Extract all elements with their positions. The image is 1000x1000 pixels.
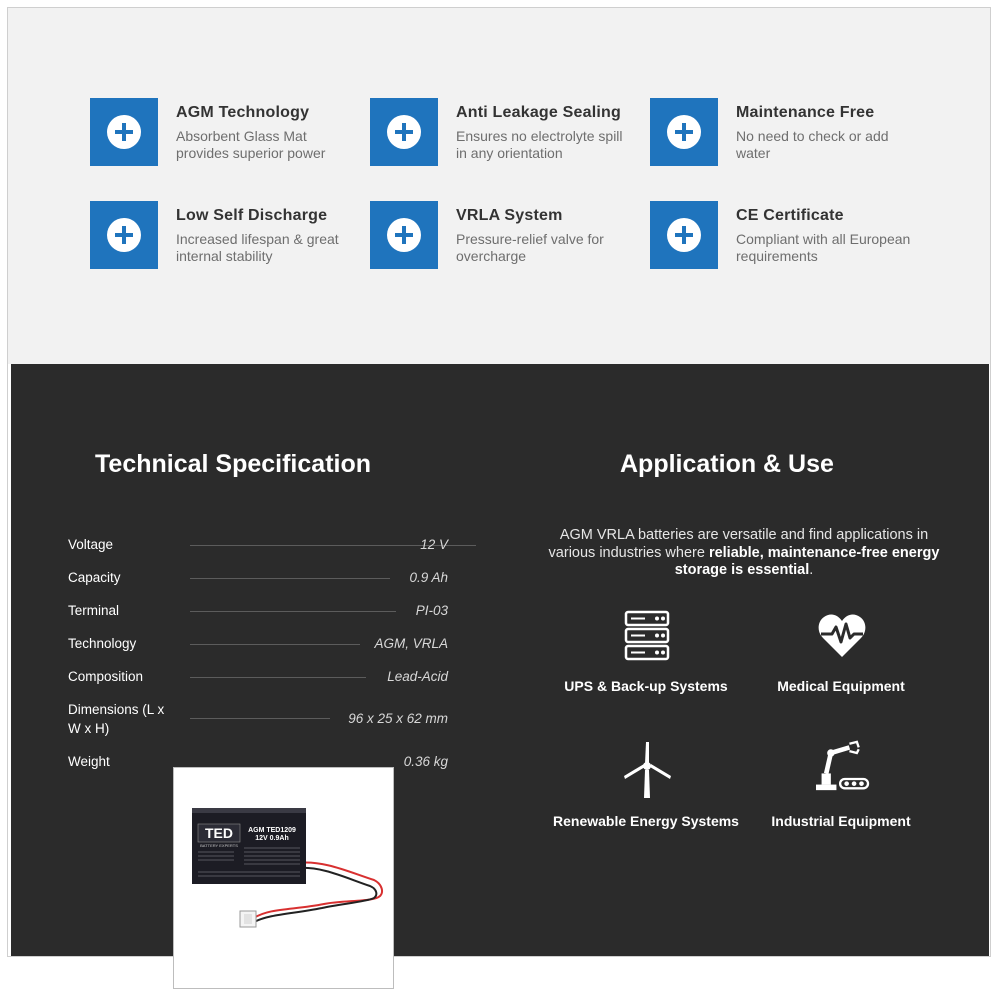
- intro-bold-text: reliable, maintenance-free energy storage is essential: [674, 544, 940, 578]
- spec-row-dimensions: [68, 700, 448, 744]
- robot-arm-icon: [811, 740, 873, 792]
- spec-value: Lead-Acid: [387, 669, 448, 684]
- spec-divider: [190, 718, 330, 719]
- spec-label: Voltage: [68, 537, 114, 552]
- wind-turbine-icon: [621, 740, 673, 800]
- plus-circle-icon: [650, 201, 718, 269]
- spec-value: PI-03: [415, 603, 448, 618]
- battery-brand: TED: [205, 825, 233, 841]
- feature-title: VRLA System: [456, 207, 563, 224]
- spec-label: Terminal: [68, 603, 120, 618]
- spec-divider: [190, 677, 366, 678]
- server-rack-icon: [621, 610, 673, 662]
- spec-label: Dimensions (L x W x H): [68, 702, 165, 736]
- spec-title: Technical Specification: [95, 450, 372, 478]
- feature-description: No need to check or add water: [736, 128, 889, 161]
- feature-description: Pressure-relief valve for overcharge: [456, 231, 604, 264]
- feature-vrla-system: [370, 201, 640, 271]
- spec-label: Capacity: [68, 570, 121, 585]
- app-label: Medical Equipment: [777, 678, 905, 694]
- spec-label: Technology: [68, 636, 137, 651]
- feature-maintenance-free: [650, 98, 920, 168]
- heart-pulse-icon: [816, 610, 868, 662]
- product-image: [173, 767, 394, 989]
- plus-circle-icon: [370, 98, 438, 166]
- app-ups-backup: [551, 610, 741, 700]
- battery-illustration: [174, 768, 393, 988]
- intro-end: .: [809, 562, 814, 578]
- feature-title: Maintenance Free: [736, 104, 875, 121]
- spec-value: 0.9 Ah: [409, 570, 448, 585]
- battery-brand-sub: BATTERY EXPERTS: [200, 843, 238, 848]
- feature-description: Absorbent Glass Mat provides superior power: [176, 128, 326, 161]
- feature-anti-leakage: [370, 98, 640, 168]
- feature-description: Increased lifespan & great internal stability: [176, 231, 339, 264]
- plus-circle-icon: [650, 98, 718, 166]
- battery-model: AGM TED1209: [248, 827, 296, 834]
- spec-label: Weight: [68, 754, 110, 769]
- battery-rating: 12V 0.9Ah: [255, 835, 289, 842]
- feature-title: CE Certificate: [736, 207, 844, 224]
- app-label: Renewable Energy Systems: [553, 813, 739, 829]
- feature-title: Anti Leakage Sealing: [456, 104, 621, 121]
- app-medical-equipment: [746, 610, 936, 700]
- app-label: UPS & Back-up Systems: [564, 678, 728, 694]
- app-industrial-equipment: [746, 740, 936, 850]
- spec-value: 0.36 kg: [403, 754, 448, 769]
- spec-value: 12 V: [420, 537, 448, 552]
- feature-description: Ensures no electrolyte spill in any orientation: [456, 128, 623, 161]
- feature-agm-technology: [90, 98, 360, 168]
- feature-description: Compliant with all European requirements: [736, 231, 911, 264]
- feature-low-self-discharge: [90, 201, 360, 271]
- plus-circle-icon: [90, 98, 158, 166]
- feature-title: Low Self Discharge: [176, 207, 328, 224]
- plus-circle-icon: [90, 201, 158, 269]
- spec-value: 96 x 25 x 62 mm: [348, 711, 448, 726]
- spec-label: Composition: [68, 669, 144, 684]
- spec-divider: [190, 578, 390, 579]
- application-title: Application & Use: [620, 450, 834, 478]
- feature-ce-certificate: [650, 201, 920, 271]
- app-label: Industrial Equipment: [771, 813, 911, 829]
- features-section: [8, 8, 990, 364]
- spec-divider: [190, 611, 396, 612]
- spec-divider: [190, 644, 360, 645]
- app-renewable-energy: [551, 740, 741, 850]
- application-intro: [548, 527, 940, 580]
- plus-circle-icon: [370, 201, 438, 269]
- feature-title: AGM Technology: [176, 104, 310, 121]
- intro-text: AGM VRLA batteries are versatile and find applications in various industries where: [548, 527, 929, 561]
- spec-value: AGM, VRLA: [374, 636, 448, 651]
